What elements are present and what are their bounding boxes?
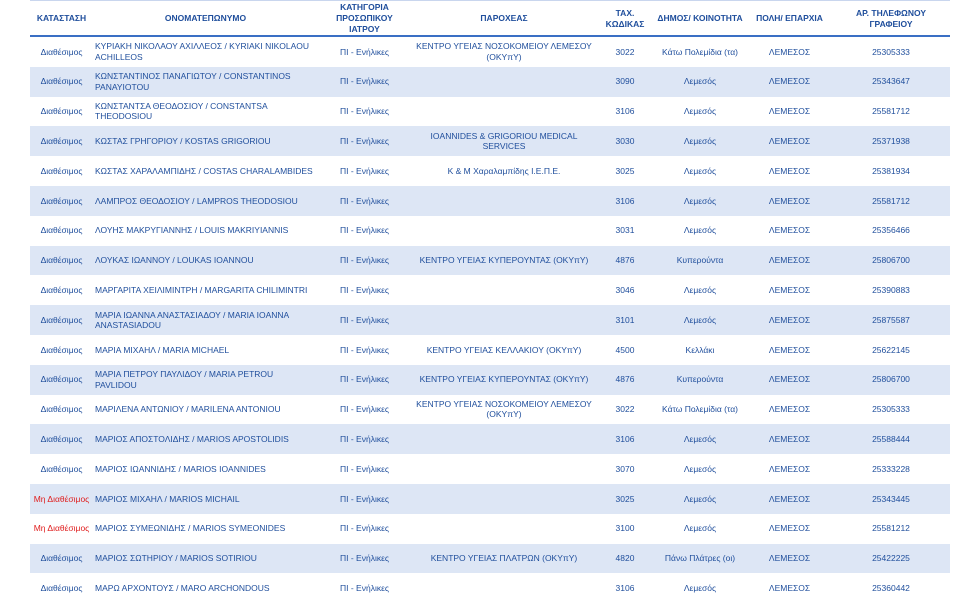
cell-status: Διαθέσιμος — [30, 305, 93, 335]
table-row — [30, 573, 950, 603]
cell-city: ΛΕΜΕΣΟΣ — [768, 582, 811, 593]
cell-city: ΛΕΜΕΣΟΣ — [747, 246, 832, 276]
cell-status: Διαθέσιμος — [30, 67, 93, 97]
cell-category: ΠΙ - Ενήλικες — [340, 225, 389, 236]
cell-postcode: 3022 — [615, 46, 635, 57]
cell-category: ΠΙ - Ενήλικες — [340, 523, 389, 534]
cell-phone: 25371938 — [832, 126, 950, 156]
cell-name: ΜΑΡΙΟΣ ΑΠΟΣΤΟΛΙΔΗΣ / MARIOS APOSTOLIDIS — [93, 424, 318, 454]
cell-city: ΛΕΜΕΣΟΣ — [747, 484, 832, 514]
cell-status: Διαθέσιμος — [30, 186, 93, 216]
cell-municipality: Κάτω Πολεμίδια (τα) — [662, 46, 738, 57]
cell-category: ΠΙ - Ενήλικες — [318, 67, 411, 97]
cell-status: Διαθέσιμος — [30, 126, 93, 156]
cell-phone: 25305333 — [872, 46, 910, 57]
cell-name: ΜΑΡΓΑΡΙΤΑ ΧΕΙΛΙΜΙΝΤΡΗ / MARGARITA CHILIMINTRI — [95, 285, 308, 296]
cell-name: ΚΩΝΣΤΑΝΤΙΝΟΣ ΠΑΝΑΓΙΩΤΟΥ / CONSTANTINOS PANAYIOTOU — [93, 67, 318, 97]
cell-status: Διαθέσιμος — [30, 544, 93, 574]
cell-provider: ΚΕΝΤΡΟ ΥΓΕΙΑΣ ΠΛΑΤΡΩΝ (ΟΚΥπΥ) — [411, 544, 597, 574]
cell-name: ΚΥΡΙΑΚΗ ΝΙΚΟΛΑΟΥ ΑΧΙΛΛΕΟΣ / KYRIAKI NIKOLAOU ACHILLEOS — [95, 41, 309, 62]
doctors-table — [30, 2, 950, 603]
cell-status: Διαθέσιμος — [40, 106, 83, 117]
cell-city: ΛΕΜΕΣΟΣ — [768, 285, 811, 296]
cell-category: ΠΙ - Ενήλικες — [340, 46, 389, 57]
cell-postcode: 3106 — [597, 424, 653, 454]
table-row — [30, 424, 950, 454]
cell-city: ΛΕΜΕΣΟΣ — [747, 544, 832, 574]
cell-name: ΜΑΡΙΟΣ ΣΩΤΗΡΙΟΥ / MARIOS SOTIRIOU — [93, 544, 318, 574]
table-row — [30, 335, 950, 365]
table-row — [30, 365, 950, 395]
cell-provider — [411, 186, 597, 216]
cell-postcode: 3106 — [597, 186, 653, 216]
table-row — [30, 275, 950, 305]
cell-postcode: 3031 — [615, 225, 635, 236]
table-row — [30, 484, 950, 514]
cell-phone: 25581712 — [832, 186, 950, 216]
header-category: ΚΑΤΗΓΟΡΙΑ ΠΡΟΣΩΠΙΚΟΥ ΙΑΤΡΟΥ — [318, 2, 411, 36]
cell-municipality: Κυπερούντα — [653, 365, 747, 395]
table-row — [30, 126, 950, 156]
header-status: ΚΑΤΑΣΤΑΣΗ — [30, 2, 93, 36]
cell-postcode: 3025 — [615, 165, 635, 176]
cell-name: ΛΟΥΗΣ ΜΑΚΡΥΓΙΑΝΝΗΣ / LOUIS MAKRIYIANNIS — [95, 225, 289, 236]
cell-municipality: Λεμεσός — [683, 523, 717, 534]
cell-postcode: 3100 — [615, 523, 635, 534]
cell-provider — [411, 573, 597, 603]
cell-municipality: Πάνω Πλάτρες (οι) — [653, 544, 747, 574]
table-row — [30, 514, 950, 544]
cell-status: Διαθέσιμος — [30, 424, 93, 454]
cell-name: ΚΩΝΣΤΑΝΤΣΑ ΘΕΟΔΟΣΙΟΥ / CONSTANTSA THEODOSIOU — [95, 100, 268, 122]
cell-status: Διαθέσιμος — [40, 46, 83, 57]
table-row — [30, 454, 950, 484]
cell-provider: Κ & Μ Χαραλαμπίδης Ι.Ε.Π.Ε. — [447, 165, 561, 176]
cell-phone: 25581212 — [872, 523, 910, 534]
cell-provider — [411, 97, 597, 127]
cell-category: ΠΙ - Ενήλικες — [318, 246, 411, 276]
cell-postcode: 3046 — [615, 285, 635, 296]
header-name: ΟΝΟΜΑΤΕΠΩΝΥΜΟ — [93, 2, 318, 36]
cell-status: Διαθέσιμος — [40, 285, 83, 296]
cell-city: ΛΕΜΕΣΟΣ — [768, 463, 811, 474]
cell-phone: 25588444 — [832, 424, 950, 454]
cell-municipality: Λεμεσός — [653, 67, 747, 97]
cell-phone: 25305333 — [872, 404, 910, 415]
cell-name: ΜΑΡΙΑ ΠΕΤΡΟΥ ΠΑΥΛΙΔΟΥ / MARIA PETROU PAVLIDOU — [93, 365, 318, 395]
table-row — [30, 156, 950, 186]
cell-category: ΠΙ - Ενήλικες — [318, 305, 411, 335]
cell-category: ΠΙ - Ενήλικες — [318, 126, 411, 156]
cell-name: ΜΑΡΩ ΑΡΧΟΝΤΟΥΣ / MARO ARCHONDOUS — [95, 582, 270, 593]
cell-postcode: 3101 — [597, 305, 653, 335]
cell-phone: 25422225 — [832, 544, 950, 574]
cell-postcode: 4876 — [597, 246, 653, 276]
cell-name: ΜΑΡΙΟΣ ΙΩΑΝΝΙΔΗΣ / MARIOS IOANNIDES — [95, 463, 266, 474]
cell-status: Μη Διαθέσιμος — [33, 523, 90, 534]
cell-phone: 25622145 — [872, 344, 910, 355]
cell-phone: 25806700 — [832, 246, 950, 276]
cell-city: ΛΕΜΕΣΟΣ — [747, 67, 832, 97]
cell-phone: 25360442 — [872, 582, 910, 593]
cell-status: Διαθέσιμος — [40, 165, 83, 176]
cell-city: ΛΕΜΕΣΟΣ — [768, 46, 811, 57]
cell-city: ΛΕΜΕΣΟΣ — [768, 344, 811, 355]
cell-municipality: Λεμεσός — [683, 463, 717, 474]
cell-category: ΠΙ - Ενήλικες — [340, 404, 389, 415]
cell-postcode: 3025 — [597, 484, 653, 514]
cell-provider: ΚΕΝΤΡΟ ΥΓΕΙΑΣ ΚΕΛΛΑΚΙΟΥ (ΟΚΥπΥ) — [426, 344, 582, 355]
cell-postcode: 3070 — [615, 463, 635, 474]
cell-provider — [411, 514, 597, 544]
cell-postcode: 4820 — [597, 544, 653, 574]
cell-status: Διαθέσιμος — [40, 344, 83, 355]
cell-name: ΛΟΥΚΑΣ ΙΩΑΝΝΟΥ / LOUKAS IOANNOU — [93, 246, 318, 276]
cell-category: ΠΙ - Ενήλικες — [340, 165, 389, 176]
cell-status: Μη Διαθέσιμος — [30, 484, 93, 514]
cell-provider: ΚΕΝΤΡΟ ΥΓΕΙΑΣ ΝΟΣΟΚΟΜΕΙΟΥ ΛΕΜΕΣΟΥ (ΟΚΥπΥ) — [416, 398, 592, 420]
cell-city: ΛΕΜΕΣΟΣ — [747, 424, 832, 454]
cell-phone: 25581712 — [872, 106, 910, 117]
header-provider: ΠΑΡΟΧΕΑΣ — [411, 2, 597, 36]
cell-provider: ΚΕΝΤΡΟ ΥΓΕΙΑΣ ΚΥΠΕΡΟΥΝΤΑΣ (ΟΚΥπΥ) — [411, 246, 597, 276]
cell-postcode: 3030 — [597, 126, 653, 156]
cell-category: ΠΙ - Ενήλικες — [340, 582, 389, 593]
cell-postcode: 4500 — [615, 344, 635, 355]
cell-provider — [411, 424, 597, 454]
table-row — [30, 36, 950, 67]
table-row — [30, 216, 950, 246]
cell-category: ΠΙ - Ενήλικες — [318, 484, 411, 514]
cell-name: ΚΩΣΤΑΣ ΧΑΡΑΛΑΜΠΙΔΗΣ / COSTAS CHARALAMBIDES — [95, 165, 313, 176]
cell-provider — [411, 275, 597, 305]
cell-phone: 25806700 — [832, 365, 950, 395]
cell-category: ΠΙ - Ενήλικες — [318, 544, 411, 574]
cell-municipality: Λεμεσός — [683, 285, 717, 296]
cell-provider — [411, 67, 597, 97]
cell-name: ΚΩΣΤΑΣ ΓΡΗΓΟΡΙΟΥ / KOSTAS GRIGORIOU — [93, 126, 318, 156]
cell-category: ΠΙ - Ενήλικες — [340, 285, 389, 296]
cell-city: ΛΕΜΕΣΟΣ — [768, 225, 811, 236]
cell-provider: ΚΕΝΤΡΟ ΥΓΕΙΑΣ ΚΥΠΕΡΟΥΝΤΑΣ (ΟΚΥπΥ) — [411, 365, 597, 395]
cell-municipality: Λεμεσός — [653, 186, 747, 216]
table-header-row — [30, 2, 950, 36]
cell-name: ΛΑΜΠΡΟΣ ΘΕΟΔΟΣΙΟΥ / LAMPROS THEODOSIOU — [93, 186, 318, 216]
table-row — [30, 67, 950, 97]
cell-category: ΠΙ - Ενήλικες — [340, 106, 389, 117]
cell-provider: IOANNIDES & GRIGORIOU MEDICAL SERVICES — [411, 126, 597, 156]
cell-city: ΛΕΜΕΣΟΣ — [747, 365, 832, 395]
cell-phone: 25356466 — [872, 225, 910, 236]
cell-category: ΠΙ - Ενήλικες — [340, 344, 389, 355]
cell-name: ΜΑΡΙΛΕΝΑ ΑΝΤΩΝΙΟΥ / MARILENA ANTONIOU — [95, 404, 281, 415]
cell-city: ΛΕΜΕΣΟΣ — [747, 186, 832, 216]
cell-status: Διαθέσιμος — [30, 365, 93, 395]
cell-phone: 25343647 — [832, 67, 950, 97]
cell-category: ΠΙ - Ενήλικες — [318, 365, 411, 395]
table-row — [30, 97, 950, 127]
cell-category: ΠΙ - Ενήλικες — [318, 186, 411, 216]
cell-provider — [411, 454, 597, 484]
cell-status: Διαθέσιμος — [30, 246, 93, 276]
header-postcode: ΤΑΧ. ΚΩΔΙΚΑΣ — [597, 2, 653, 36]
cell-provider — [411, 216, 597, 246]
cell-city: ΛΕΜΕΣΟΣ — [768, 404, 811, 415]
header-city: ΠΟΛΗ/ ΕΠΑΡΧΙΑ — [747, 2, 832, 36]
cell-city: ΛΕΜΕΣΟΣ — [768, 106, 811, 117]
cell-name: ΜΑΡΙΟΣ ΜΙΧΑΗΛ / MARIOS MICHAIL — [93, 484, 318, 514]
cell-city: ΛΕΜΕΣΟΣ — [747, 305, 832, 335]
cell-municipality: Λεμεσός — [653, 484, 747, 514]
cell-municipality: Λεμεσός — [683, 225, 717, 236]
cell-status: Διαθέσιμος — [40, 404, 83, 415]
cell-city: ΛΕΜΕΣΟΣ — [768, 165, 811, 176]
cell-status: Διαθέσιμος — [40, 225, 83, 236]
cell-postcode: 3106 — [615, 582, 635, 593]
header-municipality: ΔΗΜΟΣ/ ΚΟΙΝΟΤΗΤΑ — [653, 2, 747, 36]
cell-name: ΜΑΡΙΑ ΜΙΧΑΗΛ / MARIA MICHAEL — [95, 344, 230, 355]
cell-city: ΛΕΜΕΣΟΣ — [747, 126, 832, 156]
cell-phone: 25333228 — [872, 463, 910, 474]
cell-name: ΜΑΡΙΟΣ ΣΥΜΕΩΝΙΔΗΣ / MARIOS SYMEONIDES — [95, 523, 286, 534]
cell-provider — [411, 484, 597, 514]
cell-city: ΛΕΜΕΣΟΣ — [768, 523, 811, 534]
cell-phone: 25381934 — [872, 165, 910, 176]
cell-postcode: 3090 — [597, 67, 653, 97]
header-phone: ΑΡ. ΤΗΛΕΦΩΝΟΥ ΓΡΑΦΕΙΟΥ — [832, 2, 950, 36]
cell-status: Διαθέσιμος — [40, 463, 83, 474]
cell-provider: ΚΕΝΤΡΟ ΥΓΕΙΑΣ ΝΟΣΟΚΟΜΕΙΟΥ ΛΕΜΕΣΟΥ (ΟΚΥπΥ) — [416, 41, 592, 62]
cell-municipality: Λεμεσός — [653, 126, 747, 156]
top-rule — [30, 0, 950, 1]
table-row — [30, 305, 950, 335]
table-row — [30, 246, 950, 276]
cell-name: ΜΑΡΙΑ ΙΩΑΝΝΑ ΑΝΑΣΤΑΣΙΑΔΟΥ / MARIA IOANNA ANASTASIADOU — [93, 305, 318, 335]
cell-postcode: 3106 — [615, 106, 635, 117]
cell-phone: 25343445 — [832, 484, 950, 514]
table-row — [30, 395, 950, 425]
cell-postcode: 4876 — [597, 365, 653, 395]
cell-municipality: Λεμεσός — [683, 106, 717, 117]
cell-municipality: Λεμεσός — [653, 305, 747, 335]
cell-municipality: Λεμεσός — [653, 424, 747, 454]
cell-category: ΠΙ - Ενήλικες — [340, 463, 389, 474]
cell-municipality: Κυπερούντα — [653, 246, 747, 276]
cell-municipality: Λεμεσός — [683, 165, 717, 176]
cell-municipality: Κάτω Πολεμίδια (τα) — [662, 404, 738, 415]
table-row — [30, 544, 950, 574]
cell-postcode: 3022 — [615, 404, 635, 415]
cell-phone: 25875587 — [832, 305, 950, 335]
cell-phone: 25390883 — [872, 285, 910, 296]
cell-provider — [411, 305, 597, 335]
cell-municipality: Λεμεσός — [683, 582, 717, 593]
cell-status: Διαθέσιμος — [40, 582, 83, 593]
cell-category: ΠΙ - Ενήλικες — [318, 424, 411, 454]
table-row — [30, 186, 950, 216]
cell-municipality: Κελλάκι — [685, 344, 715, 355]
